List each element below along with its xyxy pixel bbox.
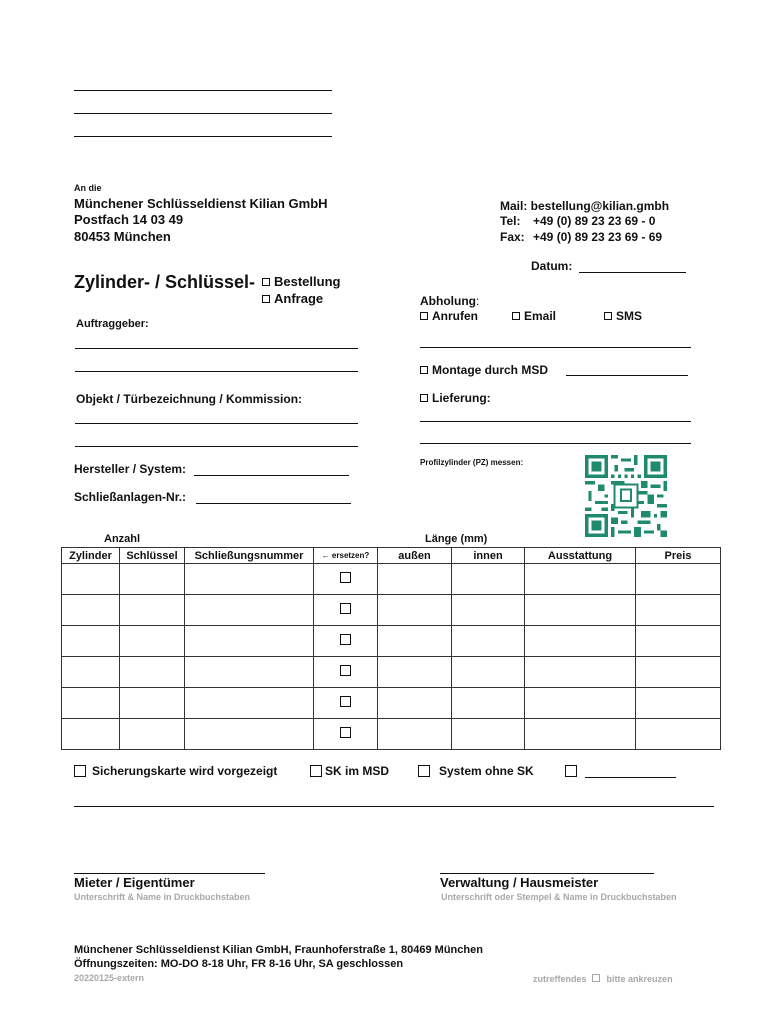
- signature-left-hint: Unterschrift & Name in Druckbuchstaben: [74, 892, 251, 902]
- footer-hint-checkbox-icon: [592, 974, 600, 982]
- cell-ersetzen: [314, 564, 378, 595]
- anzahl-label: Anzahl: [104, 533, 141, 545]
- hersteller-label: Hersteller / System:: [74, 462, 187, 476]
- objekt-line-2[interactable]: [75, 446, 358, 447]
- qr-code-image[interactable]: [582, 455, 670, 537]
- table-row: [62, 657, 721, 688]
- schliessanlagen-field[interactable]: [196, 503, 351, 504]
- bestellung-label: Bestellung: [274, 274, 341, 289]
- recipient-postfach: Postfach 14 03 49: [74, 212, 184, 227]
- option-sk-msd[interactable]: [310, 764, 389, 778]
- footer-hint-right: bitte ankreuzen: [606, 974, 673, 984]
- sms-label: SMS: [616, 309, 643, 323]
- cell-aussen[interactable]: [378, 688, 452, 719]
- contact-fax-label: Fax:: [500, 230, 525, 244]
- remark-line[interactable]: [74, 806, 714, 807]
- sms-checkbox[interactable]: [604, 312, 612, 320]
- cell-aussen[interactable]: [378, 719, 452, 750]
- option-lieferung[interactable]: [420, 391, 491, 405]
- cell-ausstattung[interactable]: [525, 657, 636, 688]
- cell-ausstattung[interactable]: [525, 688, 636, 719]
- option-ohne-sk[interactable]: [418, 764, 534, 778]
- bestellung-checkbox[interactable]: [262, 278, 270, 286]
- abholung-sms[interactable]: [604, 309, 642, 323]
- other-field[interactable]: [585, 777, 676, 778]
- form-title: Zylinder- / Schlüssel-: [74, 272, 256, 292]
- cell-schluessel[interactable]: [120, 688, 185, 719]
- cell-ausstattung[interactable]: [525, 626, 636, 657]
- ersetzen-checkbox[interactable]: [340, 634, 351, 645]
- objekt-label: Objekt / Türbezeichnung / Kommission:: [76, 392, 303, 406]
- cell-schluessel[interactable]: [120, 657, 185, 688]
- cell-schluessel[interactable]: [120, 595, 185, 626]
- cell-zylinder[interactable]: [62, 626, 120, 657]
- header-innen: innen: [452, 548, 525, 564]
- recipient-city: 80453 München: [74, 229, 171, 244]
- ersetzen-checkbox[interactable]: [340, 696, 351, 707]
- footer-address: Münchener Schlüsseldienst Kilian GmbH, Fraunhoferstraße 1, 80469 München: [74, 944, 483, 956]
- an-die-label: An die: [74, 183, 102, 193]
- sk-msd-label: SK im MSD: [325, 764, 390, 778]
- cell-zylinder[interactable]: [62, 657, 120, 688]
- cell-preis[interactable]: [636, 595, 721, 626]
- cell-ersetzen: [314, 719, 378, 750]
- signature-left-title: Mieter / Eigentümer: [74, 875, 195, 890]
- cell-schluessel[interactable]: [120, 564, 185, 595]
- cell-schliessungsnummer[interactable]: [185, 719, 314, 750]
- footer-hours: Öffnungszeiten: MO-DO 8-18 Uhr, FR 8-16 Uhr, SA geschlossen: [74, 958, 404, 970]
- abholung-anrufen[interactable]: [420, 309, 478, 323]
- signature-right-hint: Unterschrift oder Stempel & Name in Druckbuchstaben: [441, 892, 677, 902]
- montage-field[interactable]: [566, 375, 688, 376]
- header-ausstattung: Ausstattung: [525, 548, 636, 564]
- cell-ausstattung[interactable]: [525, 595, 636, 626]
- option-anfrage[interactable]: [262, 291, 323, 306]
- sender-line-3[interactable]: [74, 136, 332, 137]
- option-bestellung[interactable]: [262, 274, 340, 289]
- header-zylinder: Zylinder: [62, 548, 120, 564]
- header-schliessungsnummer: Schließungsnummer: [185, 548, 314, 564]
- contact-tel-label: Tel:: [500, 214, 521, 228]
- signature-right-title: Verwaltung / Hausmeister: [440, 875, 599, 890]
- cell-innen[interactable]: [452, 626, 525, 657]
- cell-preis[interactable]: [636, 657, 721, 688]
- montage-checkbox[interactable]: [420, 366, 428, 374]
- profilzylinder-label: Profilzylinder (PZ) messen:: [420, 458, 524, 467]
- auftraggeber-line-2[interactable]: [75, 371, 358, 372]
- cell-schluessel[interactable]: [120, 626, 185, 657]
- cell-ersetzen: [314, 657, 378, 688]
- cell-aussen[interactable]: [378, 595, 452, 626]
- contact-fax: +49 (0) 89 23 23 69 - 69: [533, 230, 663, 244]
- schliessanlagen-label: Schließanlagen-Nr.:: [74, 490, 187, 504]
- abholung-colon: :: [475, 294, 480, 308]
- option-montage[interactable]: [420, 363, 548, 377]
- cell-schliessungsnummer[interactable]: [185, 657, 314, 688]
- cell-innen[interactable]: [452, 688, 525, 719]
- sicherungskarte-label: Sicherungskarte wird vorgezeigt: [92, 764, 278, 778]
- cell-schluessel[interactable]: [120, 719, 185, 750]
- cell-ausstattung[interactable]: [525, 564, 636, 595]
- lieferung-label: Lieferung:: [432, 391, 491, 405]
- cell-schliessungsnummer[interactable]: [185, 564, 314, 595]
- other-checkbox[interactable]: [565, 765, 577, 777]
- option-other[interactable]: [565, 764, 583, 778]
- contact-mail: Mail: bestellung@kilian.gmbh: [500, 199, 670, 213]
- cell-zylinder[interactable]: [62, 595, 120, 626]
- abholung-field[interactable]: [420, 347, 691, 348]
- table-row: [62, 564, 721, 595]
- objekt-line-1[interactable]: [75, 423, 358, 424]
- cell-aussen[interactable]: [378, 564, 452, 595]
- ersetzen-checkbox[interactable]: [340, 665, 351, 676]
- signature-left-line[interactable]: [74, 873, 265, 874]
- cell-schliessungsnummer[interactable]: [185, 595, 314, 626]
- table-header-row: [62, 548, 721, 564]
- anfrage-checkbox[interactable]: [262, 295, 270, 303]
- header-aussen: außen: [378, 548, 452, 564]
- sk-msd-checkbox[interactable]: [310, 765, 322, 777]
- abholung-text: Abholung: [420, 294, 476, 308]
- cell-aussen[interactable]: [378, 657, 452, 688]
- cell-schliessungsnummer[interactable]: [185, 688, 314, 719]
- email-checkbox[interactable]: [512, 312, 520, 320]
- ohne-sk-label: System ohne SK: [439, 764, 534, 778]
- sender-line-1[interactable]: [74, 90, 332, 91]
- header-ersetzen: ← ersetzen?: [314, 548, 378, 564]
- header-schluessel: Schlüssel: [120, 548, 185, 564]
- table-row: [62, 626, 721, 657]
- cell-preis[interactable]: [636, 688, 721, 719]
- cell-ersetzen: [314, 688, 378, 719]
- footer-hint: [533, 974, 673, 984]
- cell-zylinder[interactable]: [62, 564, 120, 595]
- signature-right-line[interactable]: [440, 873, 654, 874]
- cell-preis[interactable]: [636, 626, 721, 657]
- cell-innen[interactable]: [452, 595, 525, 626]
- abholung-label: [420, 294, 479, 308]
- hersteller-field[interactable]: [194, 475, 349, 476]
- abholung-email[interactable]: [512, 309, 556, 323]
- ersetzen-checkbox[interactable]: [340, 727, 351, 738]
- anrufen-label: Anrufen: [432, 309, 478, 323]
- cell-preis[interactable]: [636, 564, 721, 595]
- cell-preis[interactable]: [636, 719, 721, 750]
- cell-zylinder[interactable]: [62, 688, 120, 719]
- header-preis: Preis: [636, 548, 721, 564]
- cell-ersetzen: [314, 626, 378, 657]
- table-row: [62, 688, 721, 719]
- recipient-company: Münchener Schlüsseldienst Kilian GmbH: [74, 196, 328, 211]
- lieferung-checkbox[interactable]: [420, 394, 428, 402]
- datum-label: Datum:: [531, 259, 573, 273]
- cell-aussen[interactable]: [378, 626, 452, 657]
- cell-schliessungsnummer[interactable]: [185, 626, 314, 657]
- lieferung-line-1[interactable]: [420, 421, 691, 422]
- footer-version: 20220125-extern: [74, 973, 145, 983]
- cell-ersetzen: [314, 595, 378, 626]
- auftraggeber-line-1[interactable]: [75, 348, 358, 349]
- cell-ausstattung[interactable]: [525, 719, 636, 750]
- montage-label: Montage durch MSD: [432, 363, 548, 377]
- ohne-sk-checkbox[interactable]: [418, 765, 430, 777]
- contact-tel: +49 (0) 89 23 23 69 - 0: [533, 214, 656, 228]
- footer-hint-left: zutreffendes: [533, 974, 587, 984]
- anfrage-label: Anfrage: [274, 291, 324, 306]
- ersetzen-checkbox[interactable]: [340, 572, 351, 583]
- cell-innen[interactable]: [452, 657, 525, 688]
- auftraggeber-label: Auftraggeber:: [76, 318, 149, 330]
- sender-line-2[interactable]: [74, 113, 332, 114]
- lieferung-line-2[interactable]: [420, 443, 691, 444]
- datum-field[interactable]: [579, 272, 686, 273]
- laenge-label: Länge (mm): [425, 533, 488, 545]
- email-label: Email: [524, 309, 557, 323]
- cell-innen[interactable]: [452, 719, 525, 750]
- option-sicherungskarte[interactable]: [74, 764, 277, 778]
- sicherungskarte-checkbox[interactable]: [74, 765, 86, 777]
- table-row: [62, 595, 721, 626]
- anrufen-checkbox[interactable]: [420, 312, 428, 320]
- cell-zylinder[interactable]: [62, 719, 120, 750]
- cell-innen[interactable]: [452, 564, 525, 595]
- ersetzen-checkbox[interactable]: [340, 603, 351, 614]
- order-table: [61, 547, 721, 750]
- table-row: [62, 719, 721, 750]
